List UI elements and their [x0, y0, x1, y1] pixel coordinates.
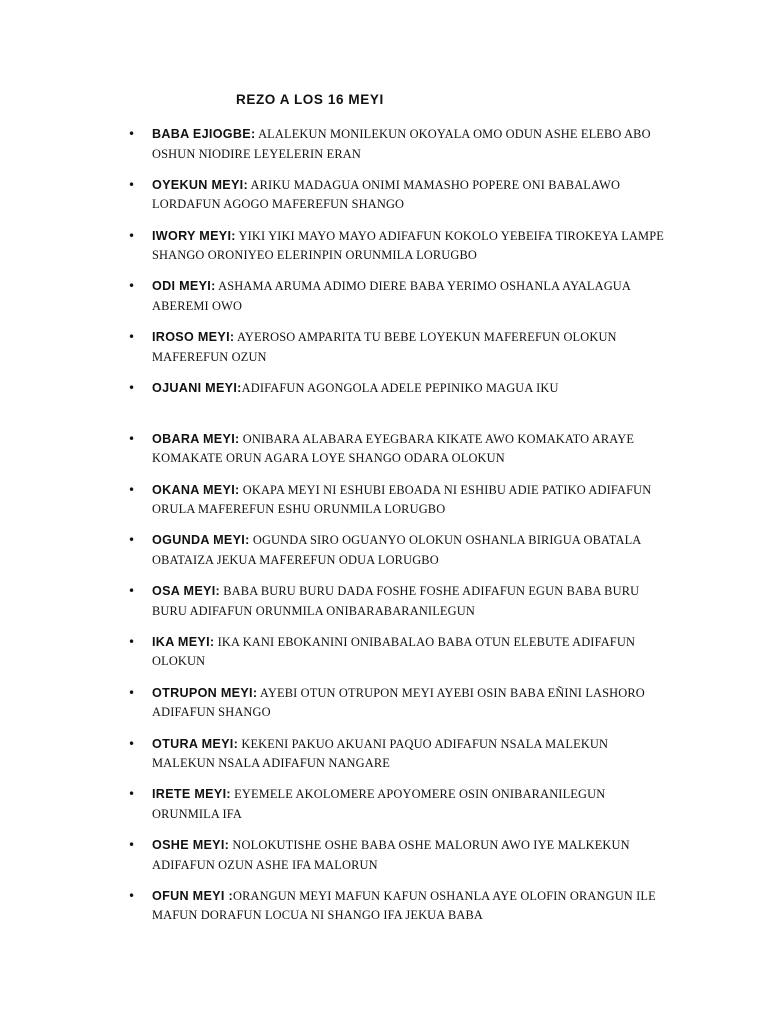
bullet-icon: •: [128, 787, 136, 802]
bullet-icon: •: [128, 279, 136, 294]
odu-name: IKA MEYI:: [152, 634, 215, 649]
prayer-text: ALALEKUN MONILEKUN OKOYALA OMO ODUN ASHE ELEBO ABO OSHUN NIODIRE LEYELERIN ERAN: [152, 127, 651, 161]
odu-name: OFUN MEYI :: [152, 888, 233, 903]
bullet-icon: •: [128, 380, 136, 395]
list-item: [0, 633, 768, 684]
prayer-text: AYEROSO AMPARITA TU BEBE LOYEKUN MAFEREFUN OLOKUN MAFEREFUN OZUN: [152, 330, 617, 364]
list-item-text: [152, 735, 668, 774]
list-item-text: [152, 531, 668, 570]
list-item-text: [152, 684, 668, 723]
bullet-icon: •: [128, 838, 136, 853]
bullet-icon: •: [128, 228, 136, 243]
list-item-text: [152, 836, 668, 875]
list-item: [0, 125, 768, 176]
bullet-icon: •: [128, 127, 136, 141]
odu-name: IRETE MEYI:: [152, 787, 231, 802]
bullet-icon: •: [128, 584, 136, 599]
prayer-text: BABA BURU BURU DADA FOSHE FOSHE ADIFAFUN EGUN BABA BURU BURU ADIFAFUN ORUNMILA ONIBARABARANILEGUN: [152, 584, 640, 618]
odu-name: IROSO MEYI:: [152, 330, 235, 345]
bullet-icon: •: [128, 431, 136, 446]
prayer-text: KEKENI PAKUO AKUANI PAQUO ADIFAFUN NSALA MALEKUN MALEKUN NSALA ADIFAFUN NANGARE: [152, 736, 609, 771]
bullet-icon: •: [128, 634, 136, 649]
odu-name: OTRUPON MEYI:: [152, 685, 258, 700]
list-item-text: [152, 481, 668, 520]
list-item-text: [152, 430, 668, 469]
odu-name: OYEKUN MEYI:: [152, 177, 248, 192]
bullet-icon: •: [128, 736, 136, 751]
list-item-text: [152, 176, 668, 215]
prayer-text: ORANGUN MEYI MAFUN KAFUN OSHANLA AYE OLOFIN ORANGUN ILE MAFUN DORAFUN LOCUA NI SHANGO IFA JEKUA BABA: [152, 888, 656, 923]
odu-name: OBARA MEYI:: [152, 431, 240, 446]
list-item: [0, 430, 768, 481]
prayer-text: NOLOKUTISHE OSHE BABA OSHE MALORUN AWO IYE MALKEKUN ADIFAFUN OZUN ASHE IFA MALORUN: [152, 838, 630, 872]
list-item-text: [152, 277, 668, 316]
list-item: [0, 176, 768, 227]
prayer-text: IKA KANI EBOKANINI ONIBABALAO BABA OTUN ELEBUTE ADIFAFUN OLOKUN: [152, 634, 636, 669]
odu-name: IWORY MEYI:: [152, 228, 236, 243]
list-item-text: [152, 633, 668, 672]
bullet-icon: •: [128, 482, 136, 497]
list-item: [0, 735, 768, 786]
list-item: [0, 531, 768, 582]
bullet-icon: •: [128, 888, 136, 903]
odu-name: OKANA MEYI:: [152, 482, 240, 497]
bullet-icon: •: [128, 685, 136, 700]
list-item-text: [152, 887, 668, 926]
list-item: [0, 836, 768, 887]
list-item: [0, 227, 768, 278]
list-item-text: [152, 328, 668, 367]
bullet-icon: •: [128, 177, 136, 192]
list-item-text: [152, 582, 668, 621]
list-item: [0, 481, 768, 532]
list-item-text: [152, 125, 668, 164]
list-item: [0, 684, 768, 735]
odu-name: OJUANI MEYI:: [152, 380, 242, 395]
document-title: REZO A LOS 16 MEYI: [236, 92, 384, 107]
prayer-text: ADIFAFUN AGONGOLA ADELE PEPINIKO MAGUA IKU: [241, 380, 559, 395]
prayer-text: EYEMELE AKOLOMERE APOYOMERE OSIN ONIBARANILEGUN ORUNMILA IFA: [152, 787, 606, 821]
list-item: [0, 785, 768, 836]
odu-name: ODI MEYI:: [152, 279, 216, 294]
list-item: [0, 582, 768, 633]
odu-name: OTURA MEYI:: [152, 736, 239, 751]
list-item: [0, 277, 768, 328]
list-item: [0, 328, 768, 379]
odu-name: OGUNDA MEYI:: [152, 533, 250, 548]
prayer-list: [0, 125, 768, 938]
prayer-text: OGUNDA SIRO OGUANYO OLOKUN OSHANLA BIRIGUA OBATALA OBATAIZA JEKUA MAFEREFUN ODUA LORUGBO: [152, 533, 641, 567]
odu-name: OSHE MEYI:: [152, 838, 230, 853]
prayer-text: OKAPA MEYI NI ESHUBI EBOADA NI ESHIBU ADIE PATIKO ADIFAFUN ORULA MAFEREFUN ESHU ORUNMILA LORUGBO: [152, 482, 652, 517]
bullet-icon: •: [128, 330, 136, 345]
list-item-text: [152, 785, 668, 824]
list-item-text: [152, 379, 668, 399]
list-item: [0, 887, 768, 938]
prayer-text: ASHAMA ARUMA ADIMO DIERE BABA YERIMO OSHANLA AYALAGUA ABEREMI OWO: [152, 279, 631, 313]
list-item-text: [152, 227, 668, 266]
bullet-icon: •: [128, 533, 136, 548]
list-item: [0, 379, 768, 430]
odu-name: BABA EJIOGBE:: [152, 127, 256, 141]
prayer-text: ARIKU MADAGUA ONIMI MAMASHO POPERE ONI BABALAWO LORDAFUN AGOGO MAFEREFUN SHANGO: [152, 177, 621, 212]
odu-name: OSA MEYI:: [152, 584, 221, 599]
prayer-text: YIKI YIKI MAYO MAYO ADIFAFUN KOKOLO YEBEIFA TIROKEYA LAMPE SHANGO ORONIYEO ELERINPIN ORUNMILA LORUGBO: [152, 228, 664, 263]
prayer-text: AYEBI OTUN OTRUPON MEYI AYEBI OSIN BABA EÑINI LASHORO ADIFAFUN SHANGO: [152, 685, 645, 720]
prayer-text: ONIBARA ALABARA EYEGBARA KIKATE AWO KOMAKATO ARAYE KOMAKATE ORUN AGARA LOYE SHANGO ODARA OLOKUN: [152, 431, 635, 466]
